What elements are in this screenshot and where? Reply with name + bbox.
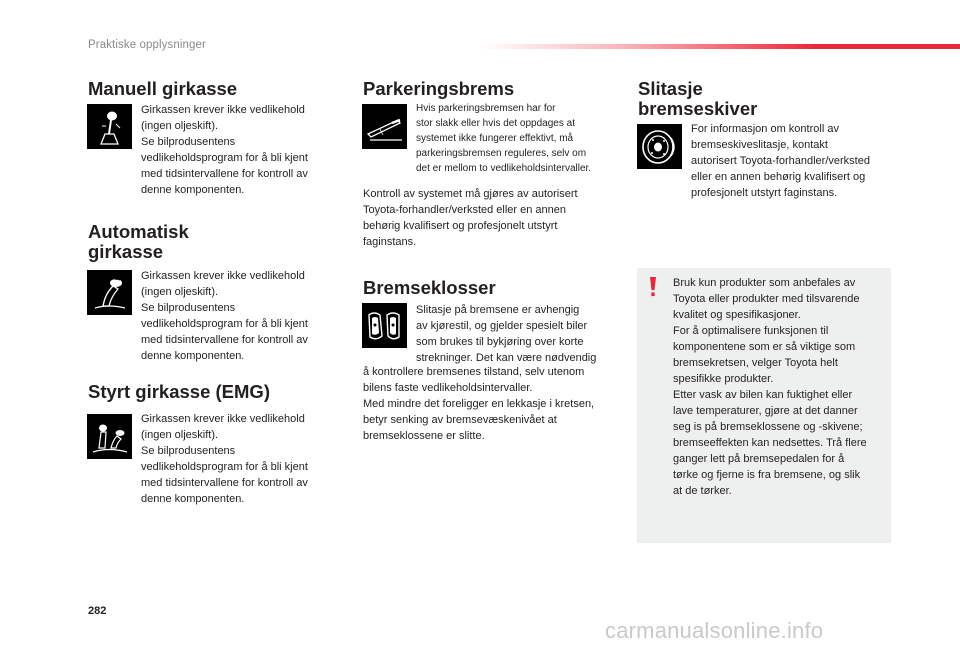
brake-pads-text: å kontrollere bremsenes tilstand, selv utenom bilens faste vedlikeholdsintervaller. Med mindre det foreligger en lekkasje i kretsen, betyr senking av bremsevæskenivået at bremseklossene er slitte. (363, 366, 595, 442)
automatic-gearbox-text: Girkassen krever ikke vedlikehold (ingen oljeskift). Se bilprodusentens vedlikeholdsprogram for å bli kjent med tidsintervallene for kontroll av denne komponenten. (141, 270, 308, 362)
emg-gearbox-title: Styrt girkasse (EMG) (88, 381, 270, 402)
automatic-gearbox-title: Automatisk girkasse (88, 221, 189, 262)
brake-pads-title: Bremseklosser (363, 277, 496, 298)
brake-pads-intro: Slitasje på bremsene er avhengig av kjørestil, og gjelder spesielt biler som brukes til bykjøring over korte strekninger. Det kan være nødvendig (416, 304, 597, 364)
brake-pads-icon (362, 303, 407, 348)
automatic-gear-lever-icon (87, 270, 132, 315)
brake-discs-title: Slitasje bremseskiver (638, 78, 758, 119)
parking-brake-text: Kontroll av systemet må gjøres av autorisert Toyota-forhandler/verksted eller en annen behørig kvalifisert og profesjonelt utstyrt faginstans. (363, 188, 578, 248)
manual-gearbox-title: Manuell girkasse (88, 78, 238, 99)
parking-brake-title: Parkeringsbrems (363, 78, 515, 99)
header-accent-bar (480, 44, 960, 49)
emg-paddle-shift-icon (87, 414, 132, 459)
manual-gear-shift-icon (87, 104, 132, 149)
parking-brake-lever-icon (362, 104, 407, 149)
chapter-title: Praktiske opplysninger (88, 39, 206, 51)
manual-gearbox-text: Girkassen krever ikke vedlikehold (ingen oljeskift). Se bilprodusentens vedlikeholdsprogram for å bli kjent med tidsintervallene for kontroll av denne komponenten. (141, 104, 308, 196)
warning-text: Bruk kun produkter som anbefales av Toyota eller produkter med tilsvarende kvalitet og spesifikasjoner. For å optimalisere funksjonen til komponentene som er så viktige som bremsekretsen, velger Toyota helt spesifikke produkter. Etter vask av bilen kan fuktighet eller lave temperaturer, gjøre at det danner seg is på bremseklossene og -skivene; bremseeffekten kan nedsettes. Trå flere ganger lett på bremsepedalen for å tørke og fjerne is fra bremsene, og slik at de tørker. (673, 277, 867, 497)
brake-discs-text: For informasjon om kontroll av bremseskiveslitasje, kontakt autorisert Toyota-forhandler/verksted eller en annen behørig kvalifisert og profesjonelt utstyrt faginstans. (691, 123, 870, 199)
warning-box (637, 268, 891, 543)
brake-disc-icon (637, 124, 682, 169)
emg-gearbox-text: Girkassen krever ikke vedlikehold (ingen oljeskift). Se bilprodusentens vedlikeholdsprogram for å bli kjent med tidsintervallene for kontroll av denne komponenten. (141, 413, 308, 505)
page-number: 282 (88, 605, 107, 617)
parking-brake-intro: Hvis parkeringsbremsen har for stor slakk eller hvis det oppdages at systemet ikke fungerer effektivt, må parkeringsbremsen reguleres, selv om det er mellom to vedlikeholdsintervaller. (416, 103, 592, 174)
exclamation-warning-icon (649, 277, 657, 297)
watermark: carmanualsonline.info (605, 618, 824, 643)
